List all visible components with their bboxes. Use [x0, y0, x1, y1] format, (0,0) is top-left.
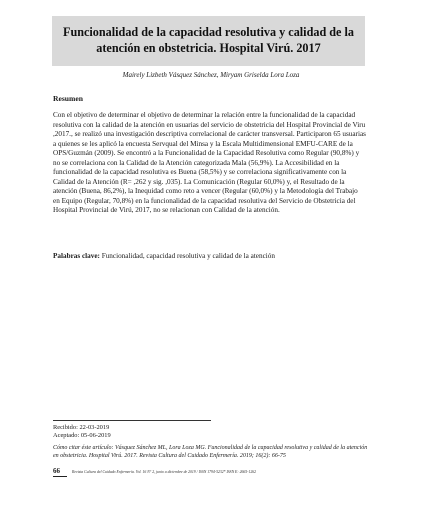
- received-date: Recibido: 22-03-2019: [53, 424, 110, 431]
- abstract-heading: Resumen: [53, 94, 83, 103]
- article-title: [63, 25, 354, 57]
- title-line-2: atención en obstetricia. Hospital Virú. 2017: [96, 41, 321, 55]
- accepted-date: Aceptado: 05-06-2019: [53, 432, 111, 439]
- citation-note: Cómo citar éste artículo: Vásquez Sánchez ML, Lora Loza MG. Funcionalidad de la capacidad resolutiva y calidad de la atención en obstetricia. Hospital Virú. 2017. Revista Cultura del Cuidado Enfermería. 2019; 16(2): 66-75: [53, 445, 368, 459]
- keywords-label: Palabras clave:: [53, 252, 100, 260]
- abstract-text: Con el objetivo de determinar el objetivo de determinar la relación entre la funcionalidad de la capacidad resolutiva con la calidad de la atención en usuarias del servicio de obstetricia del Hospital Provincial de Viru ,2017., se realizó una investigación descriptiva correlacional de carácter transversal. Participaron 65 usuarias a quienes se les aplicó la encuesta Servqual del Minsa y la Escala Multidimensional EMFU-CARE de la OPS/Guzmán (2009). Se encontró a la Funcionalidad de la Capacidad Resolutiva como Regular (90,8%) y no se correlaciona con la Calidad de la Atención categorizada Mala (56,9%). La Accesibilidad en la funcionalidad de la capacidad resolutiva es Buena (58,5%) y se correlaciona significativamente con la Calidad de la Atención (R= ,262 y sig. ,035). La Comunicación (Regular 60,0%) y, el Resultado de la atención (Buena, 86,2%), la Inequidad como reto a vencer (Regular (60,0%) y la Metodología del Trabajo en Equipo (Regular, 70,8%) en la funcionalidad de la capacidad resolutiva del Servicio de Obstetricia del Hospital Provincial de Virú, 2017, no se relacionan con Calidad de la atención.: [53, 111, 366, 214]
- footnote-divider: [53, 420, 211, 421]
- title-box: [52, 16, 365, 66]
- page-number: 66: [53, 466, 67, 477]
- keywords-paragraph: [53, 252, 366, 262]
- title-line-1: Funcionalidad de la capacidad resolutiva y calidad de la: [63, 25, 354, 40]
- author-list: Mairely Lizbeth Vásquez Sánchez, Miryam Griselda Lora Loza: [122, 71, 300, 79]
- journal-info: Revista Cultura del Cuidado Enfermería. Vol. 16 N° 2, junio a diciembre de 2019 / ISSN 1794-5232* ISSN E: 2665-1262: [72, 470, 257, 474]
- page-footer: [53, 466, 369, 478]
- article-dates: [53, 424, 111, 440]
- keywords-text: Funcionalidad, capacidad resolutiva y calidad de la atención: [99, 252, 275, 260]
